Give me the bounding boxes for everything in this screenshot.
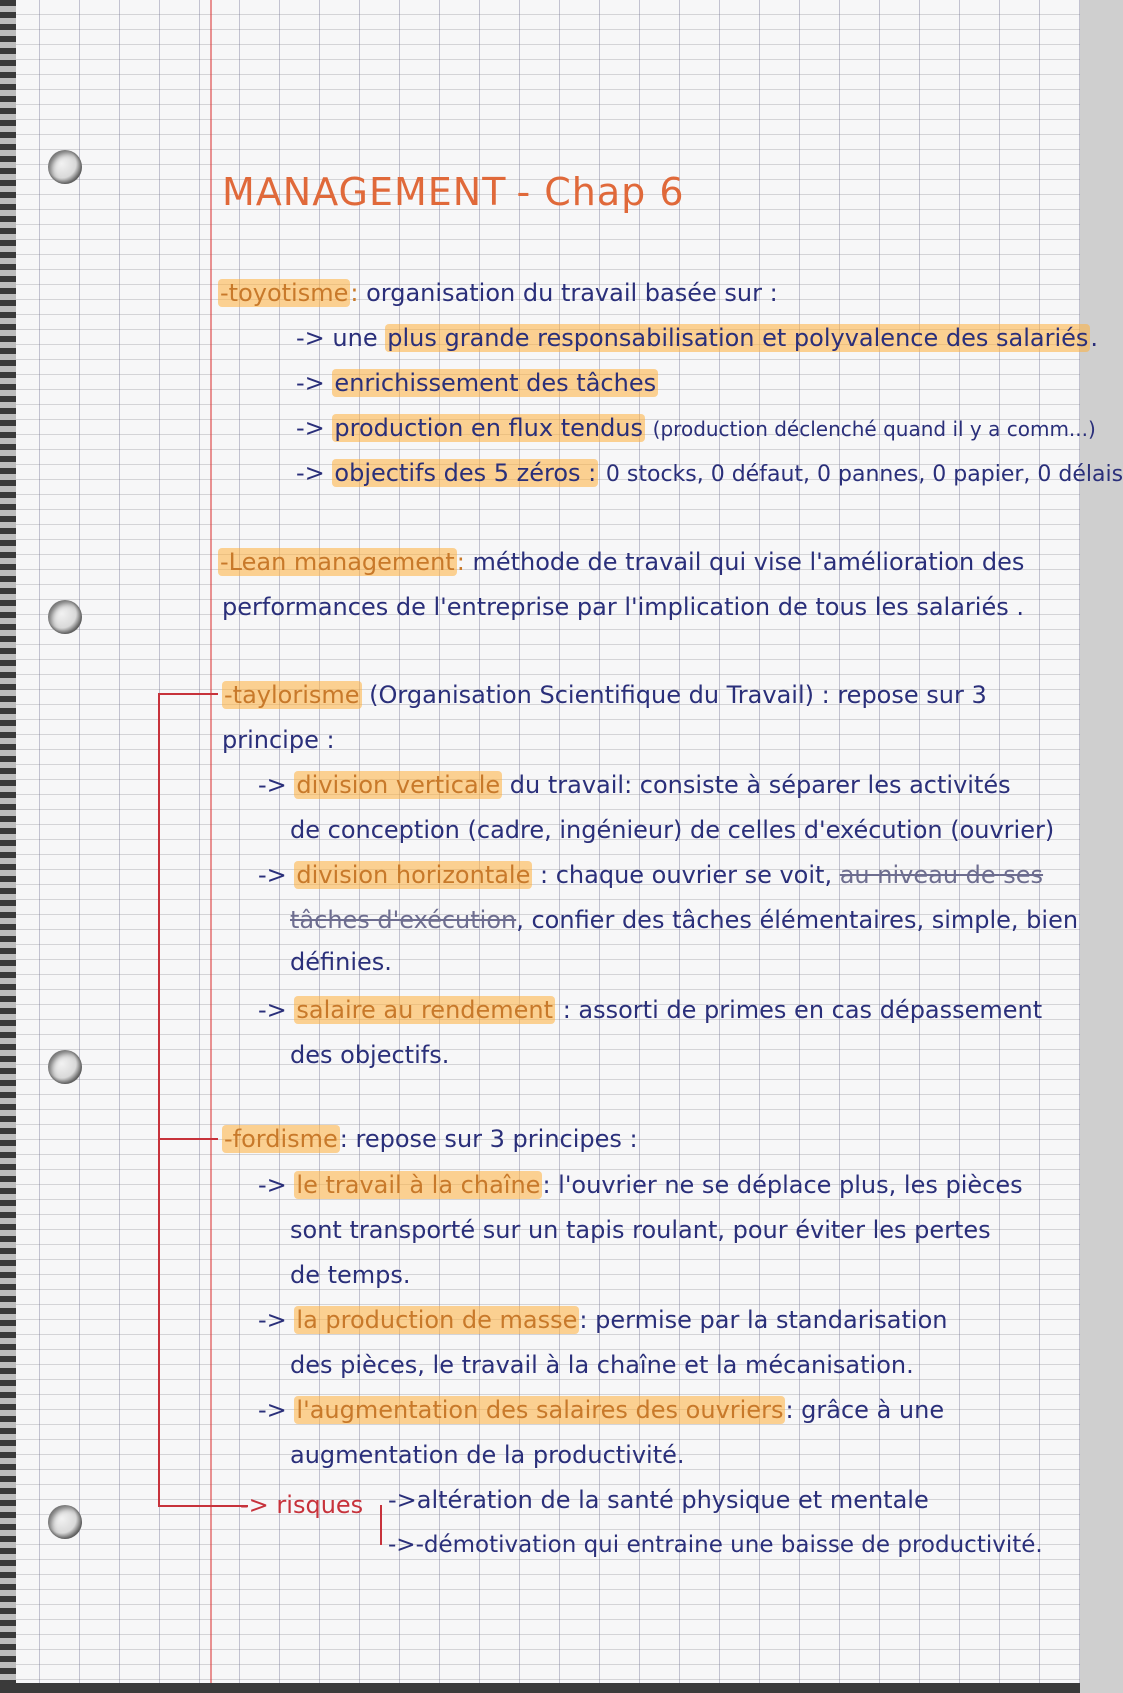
item-arrow: -> une [296,324,378,352]
toyotisme-item [296,413,1096,444]
fordisme-line1: : repose sur 3 principes : [339,1125,638,1153]
item-suffix: (production déclenché quand il y a comm...) [652,417,1096,441]
lean-line1: méthode de travail qui vise l'amélioration des [472,548,1025,576]
item-text: : permise par la standarisation [579,1306,948,1334]
item-term: division verticale [296,771,501,799]
red-bracket-middle [158,1138,218,1140]
red-bracket-top [158,693,218,695]
risques-arrow: -> [240,1491,269,1519]
item-arrow: -> [258,1396,287,1424]
item-arrow: -> [258,861,287,889]
toyotisme-colon: : [350,279,359,307]
risques-row [240,1490,363,1520]
toyotisme-item [296,323,1098,353]
item-term: l'augmentation des salaires des ouvriers [296,1396,784,1424]
item-arrow: -> [296,459,325,487]
item-arrow: -> [258,1171,287,1199]
risques-bracket [380,1505,382,1545]
red-bracket-bottom [158,1505,248,1507]
item-text: : assorti de primes en cas dépassement [562,996,1043,1024]
toyotisme-item [296,458,1123,490]
punch-hole [48,600,82,634]
margin-line [210,0,212,1693]
toyotisme-definition: organisation du travail basée sur : [366,279,778,307]
item-highlight: objectifs des 5 zéros : [334,459,597,487]
toyotisme-heading [218,278,778,308]
item-text: : l'ouvrier ne se déplace plus, les pièces [542,1171,1023,1199]
page-title [222,170,685,214]
item-arrow: -> [296,369,325,397]
risque-item: ->altération de la santé physique et mentale [388,1486,929,1514]
toyotisme-term: -toyotisme [220,279,349,307]
item-arrow: -> [296,414,325,442]
taylorisme-line2: principe : [222,726,335,754]
fordisme-heading [222,1124,638,1154]
item-text: : chaque ouvrier se voit, [540,861,833,889]
title-main: MANAGEMENT [222,170,507,214]
spiral-binding [0,0,16,1693]
lean-colon: : [456,548,465,576]
item-text: augmentation de la productivité. [290,1441,685,1469]
item-arrow: -> [258,1306,287,1334]
item-text: : grâce à une [785,1396,945,1424]
item-text: définies. [290,948,392,976]
fordisme-item [258,1305,947,1335]
item-arrow: -> [258,771,287,799]
item-text: de temps. [290,1261,411,1289]
punch-hole [48,1050,82,1084]
item-text: sont transporté sur un tapis roulant, pour éviter les pertes [290,1216,991,1244]
struck-text: tâches d'exécution [290,906,517,934]
item-highlight: plus grande responsabilisation et polyvalence des salariés [387,324,1089,352]
taylorisme-item [258,995,1042,1025]
item-suffix: . [1090,324,1099,352]
page-bottom-edge [0,1683,1080,1693]
item-term: salaire au rendement [296,996,554,1024]
toyotisme-item [296,368,658,398]
item-highlight: production en flux tendus [334,414,644,442]
risques-label: risques [276,1491,364,1519]
taylorisme-term: -taylorisme [224,681,360,709]
item-text: des pièces, le travail à la chaîne et la mécanisation. [290,1351,914,1379]
item-term: division horizontale [296,861,531,889]
fordisme-term: -fordisme [224,1125,338,1153]
lean-line2: performances de l'entreprise par l'implication de tous les salariés . [222,593,1024,621]
risque-item: ->-démotivation qui entraine une baisse de productivité. [388,1532,1043,1558]
title-sub: - Chap 6 [516,170,685,214]
item-text: des objectifs. [290,1041,450,1069]
taylorisme-heading [222,680,987,710]
punch-hole [48,1505,82,1539]
lean-heading [218,547,1024,577]
item-text: , confier des tâches élémentaires, simple, bien [516,906,1079,934]
item-text: de conception (cadre, ingénieur) de celles d'exécution (ouvrier) [290,816,1055,844]
item-term: le travail à la chaîne [296,1171,541,1199]
fordisme-item [258,1170,1023,1200]
struck-text: au niveau de ses [839,861,1044,889]
fordisme-item [258,1395,944,1425]
item-text: du travail: consiste à séparer les activités [509,771,1011,799]
taylorisme-item [258,770,1011,800]
punch-hole [48,150,82,184]
red-bracket-vertical [158,693,160,1506]
lean-term: -Lean management [220,548,455,576]
taylorisme-line1: (Organisation Scientifique du Travail) : repose sur 3 [369,681,987,709]
item-suffix: 0 stocks, 0 défaut, 0 pannes, 0 papier, 0 délais [605,462,1123,487]
taylorisme-item-line [290,905,1078,935]
item-highlight: enrichissement des tâches [334,369,657,397]
item-term: la production de masse [296,1306,578,1334]
taylorisme-item [258,860,1043,890]
item-arrow: -> [258,996,287,1024]
